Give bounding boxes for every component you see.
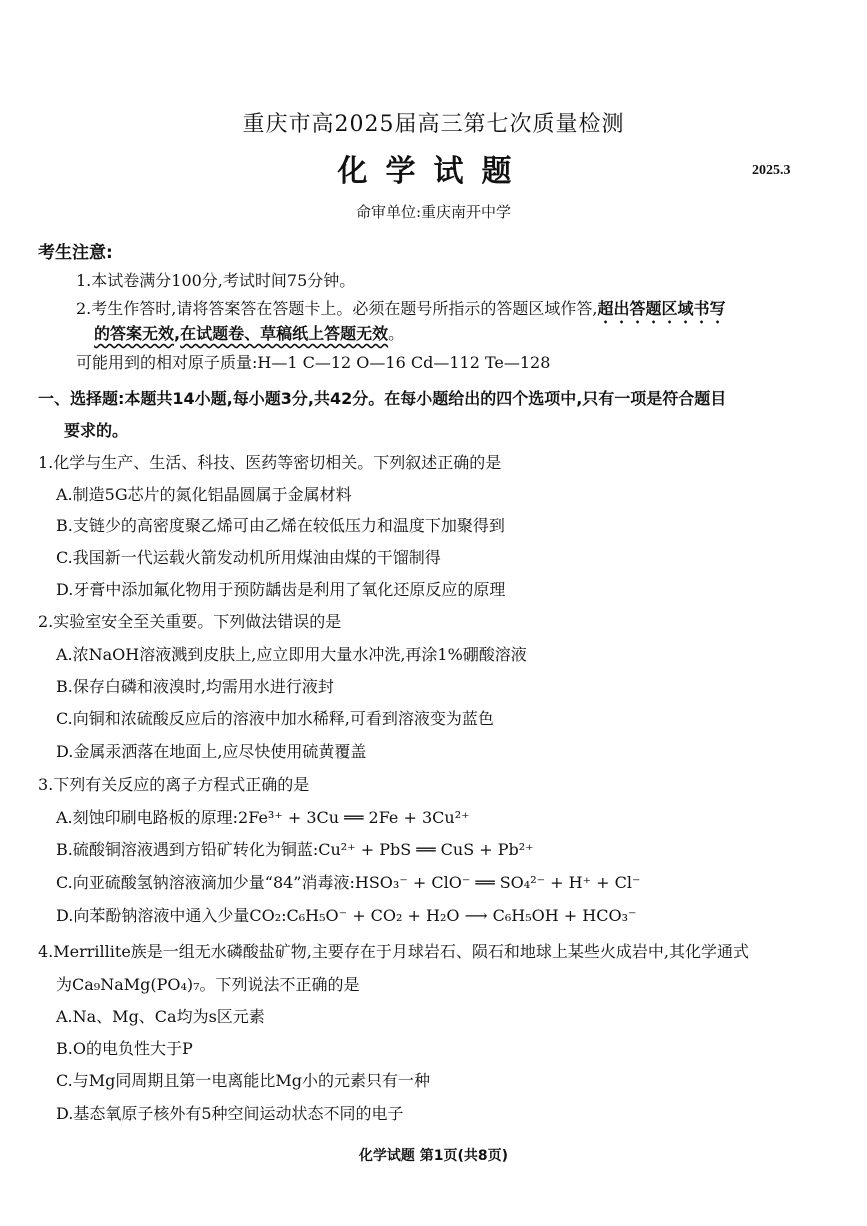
notice-item-2-line1 xyxy=(76,299,725,327)
q1-option-b: B.支链少的高密度聚乙烯可由乙烯在较低压力和温度下加聚得到 xyxy=(56,516,505,535)
q3-stem: 3.下列有关反应的离子方程式正确的是 xyxy=(38,775,310,794)
exam-date: 2025.3 xyxy=(752,163,791,178)
q3-d-text: D.向苯酚钠溶液中通入少量CO₂: xyxy=(56,906,287,925)
q3-a-text: A.刻蚀印刷电路板的原理: xyxy=(56,808,239,827)
q3-option-b xyxy=(56,840,534,860)
author-unit: 命审单位:重庆南开中学 xyxy=(355,203,512,221)
q2-option-d: D.金属汞洒落在地面上,应尽快使用硫黄覆盖 xyxy=(56,742,367,761)
q1-stem: 1.化学与生产、生活、科技、医药等密切相关。下列叙述正确的是 xyxy=(38,453,502,472)
q3-option-d xyxy=(56,906,636,926)
notice-item-2-line2 xyxy=(94,324,404,344)
q3-option-c xyxy=(56,873,640,893)
q2-option-a: A.浓NaOH溶液溅到皮肤上,应立即用大量水冲洗,再涂1%硼酸溶液 xyxy=(56,645,527,664)
notice-heading: 考生注意: xyxy=(38,243,113,263)
q4-option-a: A.Na、Mg、Ca均为s区元素 xyxy=(56,1007,265,1026)
exam-title: 重庆市高2025届高三第七次质量检测 xyxy=(242,112,625,137)
notice-period: 。 xyxy=(388,324,405,343)
q3-a-equation: 2Fe³⁺ + 3Cu ══ 2Fe + 3Cu²⁺ xyxy=(238,808,470,827)
notice-emphasis-2: 的答案无效 xyxy=(94,324,175,343)
q4-option-c: C.与Mg同周期且第一电离能比Mg小的元素只有一种 xyxy=(56,1071,431,1090)
q4-option-b: B.O的电负性大于P xyxy=(56,1039,193,1058)
q2-option-c: C.向铜和浓硫酸反应后的溶液中加水稀释,可看到溶液变为蓝色 xyxy=(56,709,494,728)
notice-item-2-text: 2.考生作答时,请将答案答在答题卡上。必须在题号所指示的答题区域作答, xyxy=(76,299,598,318)
atomic-mass-line: 可能用到的相对原子质量:H—1 C—12 O—16 Cd—112 Te—128 xyxy=(76,353,551,372)
q4-stem-line1: 4.Merrillite族是一组无水磷酸盐矿物,主要存在于月球岩石、陨石和地球上某些火成岩中,其化学通式 xyxy=(38,942,749,961)
subject-title: 化学试题 xyxy=(337,154,530,189)
q1-option-c: C.我国新一代运载火箭发动机所用煤油由煤的干馏制得 xyxy=(56,548,441,567)
notice-emphasis-1: 超出答题区域书写 xyxy=(597,299,726,318)
notice-comma: , xyxy=(174,324,181,343)
q3-c-equation: HSO₃⁻ + ClO⁻ ══ SO₄²⁻ + H⁺ + Cl⁻ xyxy=(354,873,641,892)
q3-b-text: B.硫酸铜溶液遇到方铅矿转化为铜蓝: xyxy=(56,840,319,859)
q3-option-a xyxy=(56,808,470,828)
q4-option-d: D.基态氧原子核外有5种空间运动状态不同的电子 xyxy=(56,1104,404,1123)
q3-c-text: C.向亚硫酸氢钠溶液滴加少量“84”消毒液: xyxy=(56,873,355,892)
notice-item-1: 1.本试卷满分100分,考试时间75分钟。 xyxy=(76,271,356,290)
q2-option-b: B.保存白磷和液溴时,均需用水进行液封 xyxy=(56,677,334,696)
q1-option-a: A.制造5G芯片的氮化铝晶圆属于金属材料 xyxy=(56,485,352,504)
section1-header-line2: 要求的。 xyxy=(64,421,129,440)
page-footer: 化学试题 第1页(共8页) xyxy=(358,1148,509,1164)
q4-stem-line2: 为Ca₉NaMg(PO₄)₇。下列说法不正确的是 xyxy=(56,975,360,994)
q2-stem: 2.实验室安全至关重要。下列做法错误的是 xyxy=(38,612,342,631)
q3-d-equation: C₆H₅O⁻ + CO₂ + H₂O ⟶ C₆H₅OH + HCO₃⁻ xyxy=(286,906,637,925)
section1-header-line1: 一、选择题:本题共14小题,每小题3分,共42分。在每小题给出的四个选项中,只有一项是符合题目 xyxy=(38,389,727,408)
q1-option-d: D.牙膏中添加氟化物用于预防龋齿是利用了氧化还原反应的原理 xyxy=(56,580,506,599)
q3-b-equation: Cu²⁺ + PbS ══ CuS + Pb²⁺ xyxy=(318,840,534,859)
notice-emphasis-3: 在试题卷、草稿纸上答题无效 xyxy=(180,324,389,343)
